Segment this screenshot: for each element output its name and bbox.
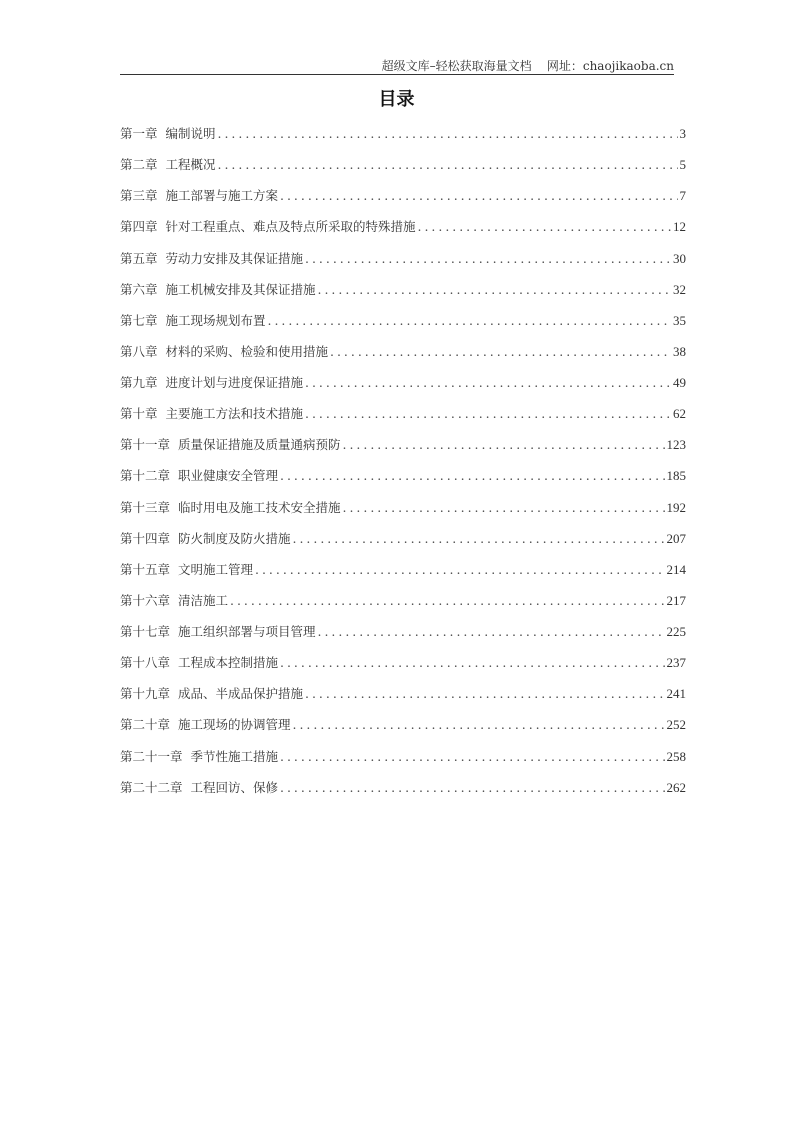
- header-rule: [120, 74, 674, 75]
- toc-page-number: 252: [666, 717, 686, 733]
- toc-chapter-title: 施工现场的协调管理: [178, 717, 291, 733]
- dot-leader: [330, 344, 671, 359]
- toc-chapter-title: 工程回访、保修: [190, 779, 279, 795]
- toc-chapter-title: 季节性施工措施: [190, 748, 279, 764]
- toc-chapter-number: 第十七章: [120, 624, 171, 639]
- toc-entry[interactable]: [120, 560, 686, 591]
- toc-chapter-title: 施工部署与施工方案: [165, 188, 279, 204]
- dot-leader: [280, 749, 664, 764]
- toc-entry[interactable]: [120, 155, 686, 186]
- toc-entry[interactable]: [120, 435, 686, 466]
- toc-chapter-title: 针对工程重点、难点及特点所采取的特殊措施: [165, 219, 416, 235]
- toc-page-number: 258: [666, 748, 686, 764]
- toc-entry[interactable]: [120, 280, 686, 311]
- toc-entry[interactable]: [120, 591, 686, 622]
- toc-page-number: 123: [666, 437, 686, 453]
- toc-page-number: 62: [673, 406, 686, 422]
- toc-entry[interactable]: [120, 124, 686, 155]
- toc-chapter-number: 第一章: [120, 126, 158, 141]
- toc-entry[interactable]: [120, 186, 686, 217]
- toc-chapter-number: 第二十二章: [120, 779, 183, 795]
- toc-chapter-number: 第十五章: [120, 561, 171, 577]
- toc-chapter-number: 第十章: [120, 406, 158, 422]
- toc-chapter-number: 第三章: [120, 188, 158, 204]
- toc-chapter-title: 主要施工方法和技术措施: [165, 406, 304, 422]
- toc-chapter-number: 第五章: [120, 250, 158, 266]
- dot-leader: [280, 780, 664, 795]
- dot-leader: [305, 686, 664, 701]
- toc-chapter-number: 第二章: [120, 157, 158, 173]
- toc-page-number: 225: [666, 624, 686, 639]
- toc-chapter-title: 劳动力安排及其保证措施: [165, 250, 304, 266]
- toc-chapter-number: 第六章: [120, 281, 158, 297]
- toc-entry[interactable]: [120, 342, 686, 373]
- toc-page-number: 192: [666, 499, 686, 515]
- toc-entry[interactable]: [120, 249, 686, 280]
- dot-leader: [343, 437, 665, 452]
- dot-leader: [318, 624, 665, 639]
- toc-entry[interactable]: [120, 684, 686, 715]
- toc-chapter-number: 第四章: [120, 219, 158, 235]
- toc-entry[interactable]: [120, 529, 686, 560]
- toc-chapter-number: 第二十章: [120, 717, 171, 733]
- toc-chapter-number: 第十二章: [120, 468, 171, 484]
- toc-chapter-number: 第十九章: [120, 686, 171, 702]
- toc-entry[interactable]: [120, 498, 686, 529]
- dot-leader: [305, 251, 671, 266]
- toc-chapter-title: 材料的采购、检验和使用措施: [165, 343, 329, 359]
- toc-page-number: 185: [666, 468, 686, 484]
- dot-leader: [268, 313, 671, 328]
- toc-chapter-number: 第十四章: [120, 530, 171, 546]
- toc-chapter-title: 职业健康安全管理: [178, 468, 279, 484]
- toc-entry[interactable]: [120, 217, 686, 248]
- toc-chapter-title: 临时用电及施工技术安全措施: [178, 499, 341, 515]
- toc-chapter-title: 编制说明: [165, 126, 216, 141]
- toc-chapter-number: 第十八章: [120, 655, 171, 671]
- toc-entry[interactable]: [120, 747, 686, 778]
- toc-chapter-title: 工程概况: [165, 157, 216, 173]
- toc-chapter-number: 第七章: [120, 312, 158, 328]
- toc-page-number: 35: [673, 312, 686, 328]
- toc-entry[interactable]: [120, 311, 686, 342]
- dot-leader: [418, 219, 671, 234]
- toc-page-number: 207: [666, 530, 686, 546]
- dot-leader: [255, 562, 664, 577]
- toc-page-number: 3: [679, 126, 686, 141]
- toc-page-number: 241: [666, 686, 686, 702]
- dot-leader: [305, 375, 671, 390]
- dot-leader: [293, 717, 665, 732]
- toc-page-number: 12: [673, 219, 686, 235]
- toc-page-number: 5: [679, 157, 686, 173]
- toc-title: 目录: [378, 89, 415, 110]
- toc-chapter-title: 施工组织部署与项目管理: [178, 624, 316, 639]
- toc-page-number: 7: [679, 188, 686, 204]
- dot-leader: [218, 126, 678, 141]
- toc-chapter-title: 防火制度及防火措施: [178, 530, 291, 546]
- dot-leader: [280, 468, 664, 483]
- toc-chapter-title: 施工机械安排及其保证措施: [165, 281, 316, 297]
- dot-leader: [280, 188, 677, 203]
- toc-page-number: 237: [666, 655, 686, 671]
- toc-page-number: 32: [673, 281, 686, 297]
- toc-chapter-title: 质量保证措施及质量通病预防: [178, 437, 341, 453]
- dot-leader: [280, 655, 664, 670]
- dot-leader: [293, 531, 665, 546]
- toc-entry[interactable]: [120, 404, 686, 435]
- page-header: 超级文库–轻松获取海量文档 网址：chaojikaoba.cn: [381, 59, 674, 73]
- toc-chapter-title: 施工现场规划布置: [165, 312, 266, 328]
- dot-leader: [218, 157, 678, 172]
- toc-chapter-title: 进度计划与进度保证措施: [165, 375, 304, 390]
- toc-entry[interactable]: [120, 466, 686, 497]
- toc-entry[interactable]: [120, 622, 686, 653]
- toc-page-number: 30: [673, 250, 686, 266]
- toc-chapter-number: 第十六章: [120, 592, 171, 608]
- dot-leader: [318, 282, 671, 297]
- toc-entry[interactable]: [120, 653, 686, 684]
- toc-chapter-title: 文明施工管理: [178, 561, 254, 577]
- toc-chapter-number: 第九章: [120, 375, 158, 390]
- toc-entry[interactable]: [120, 715, 686, 746]
- toc-chapter-title: 工程成本控制措施: [178, 655, 279, 671]
- toc-page-number: 214: [666, 561, 686, 577]
- toc-page-number: 49: [673, 375, 686, 390]
- toc-chapter-number: 第二十一章: [120, 748, 183, 764]
- toc-chapter-title: 清洁施工: [178, 592, 229, 608]
- toc-page-number: 262: [666, 779, 686, 795]
- table-of-contents: [120, 124, 686, 809]
- toc-entry[interactable]: [120, 373, 686, 404]
- toc-chapter-number: 第十一章: [120, 437, 171, 453]
- toc-page-number: 38: [673, 343, 686, 359]
- dot-leader: [343, 500, 665, 515]
- dot-leader: [305, 406, 671, 421]
- toc-chapter-number: 第八章: [120, 343, 158, 359]
- toc-chapter-number: 第十三章: [120, 499, 171, 515]
- toc-page-number: 217: [666, 592, 686, 608]
- toc-chapter-title: 成品、半成品保护措施: [178, 686, 304, 702]
- dot-leader: [230, 593, 664, 608]
- toc-entry[interactable]: [120, 778, 686, 809]
